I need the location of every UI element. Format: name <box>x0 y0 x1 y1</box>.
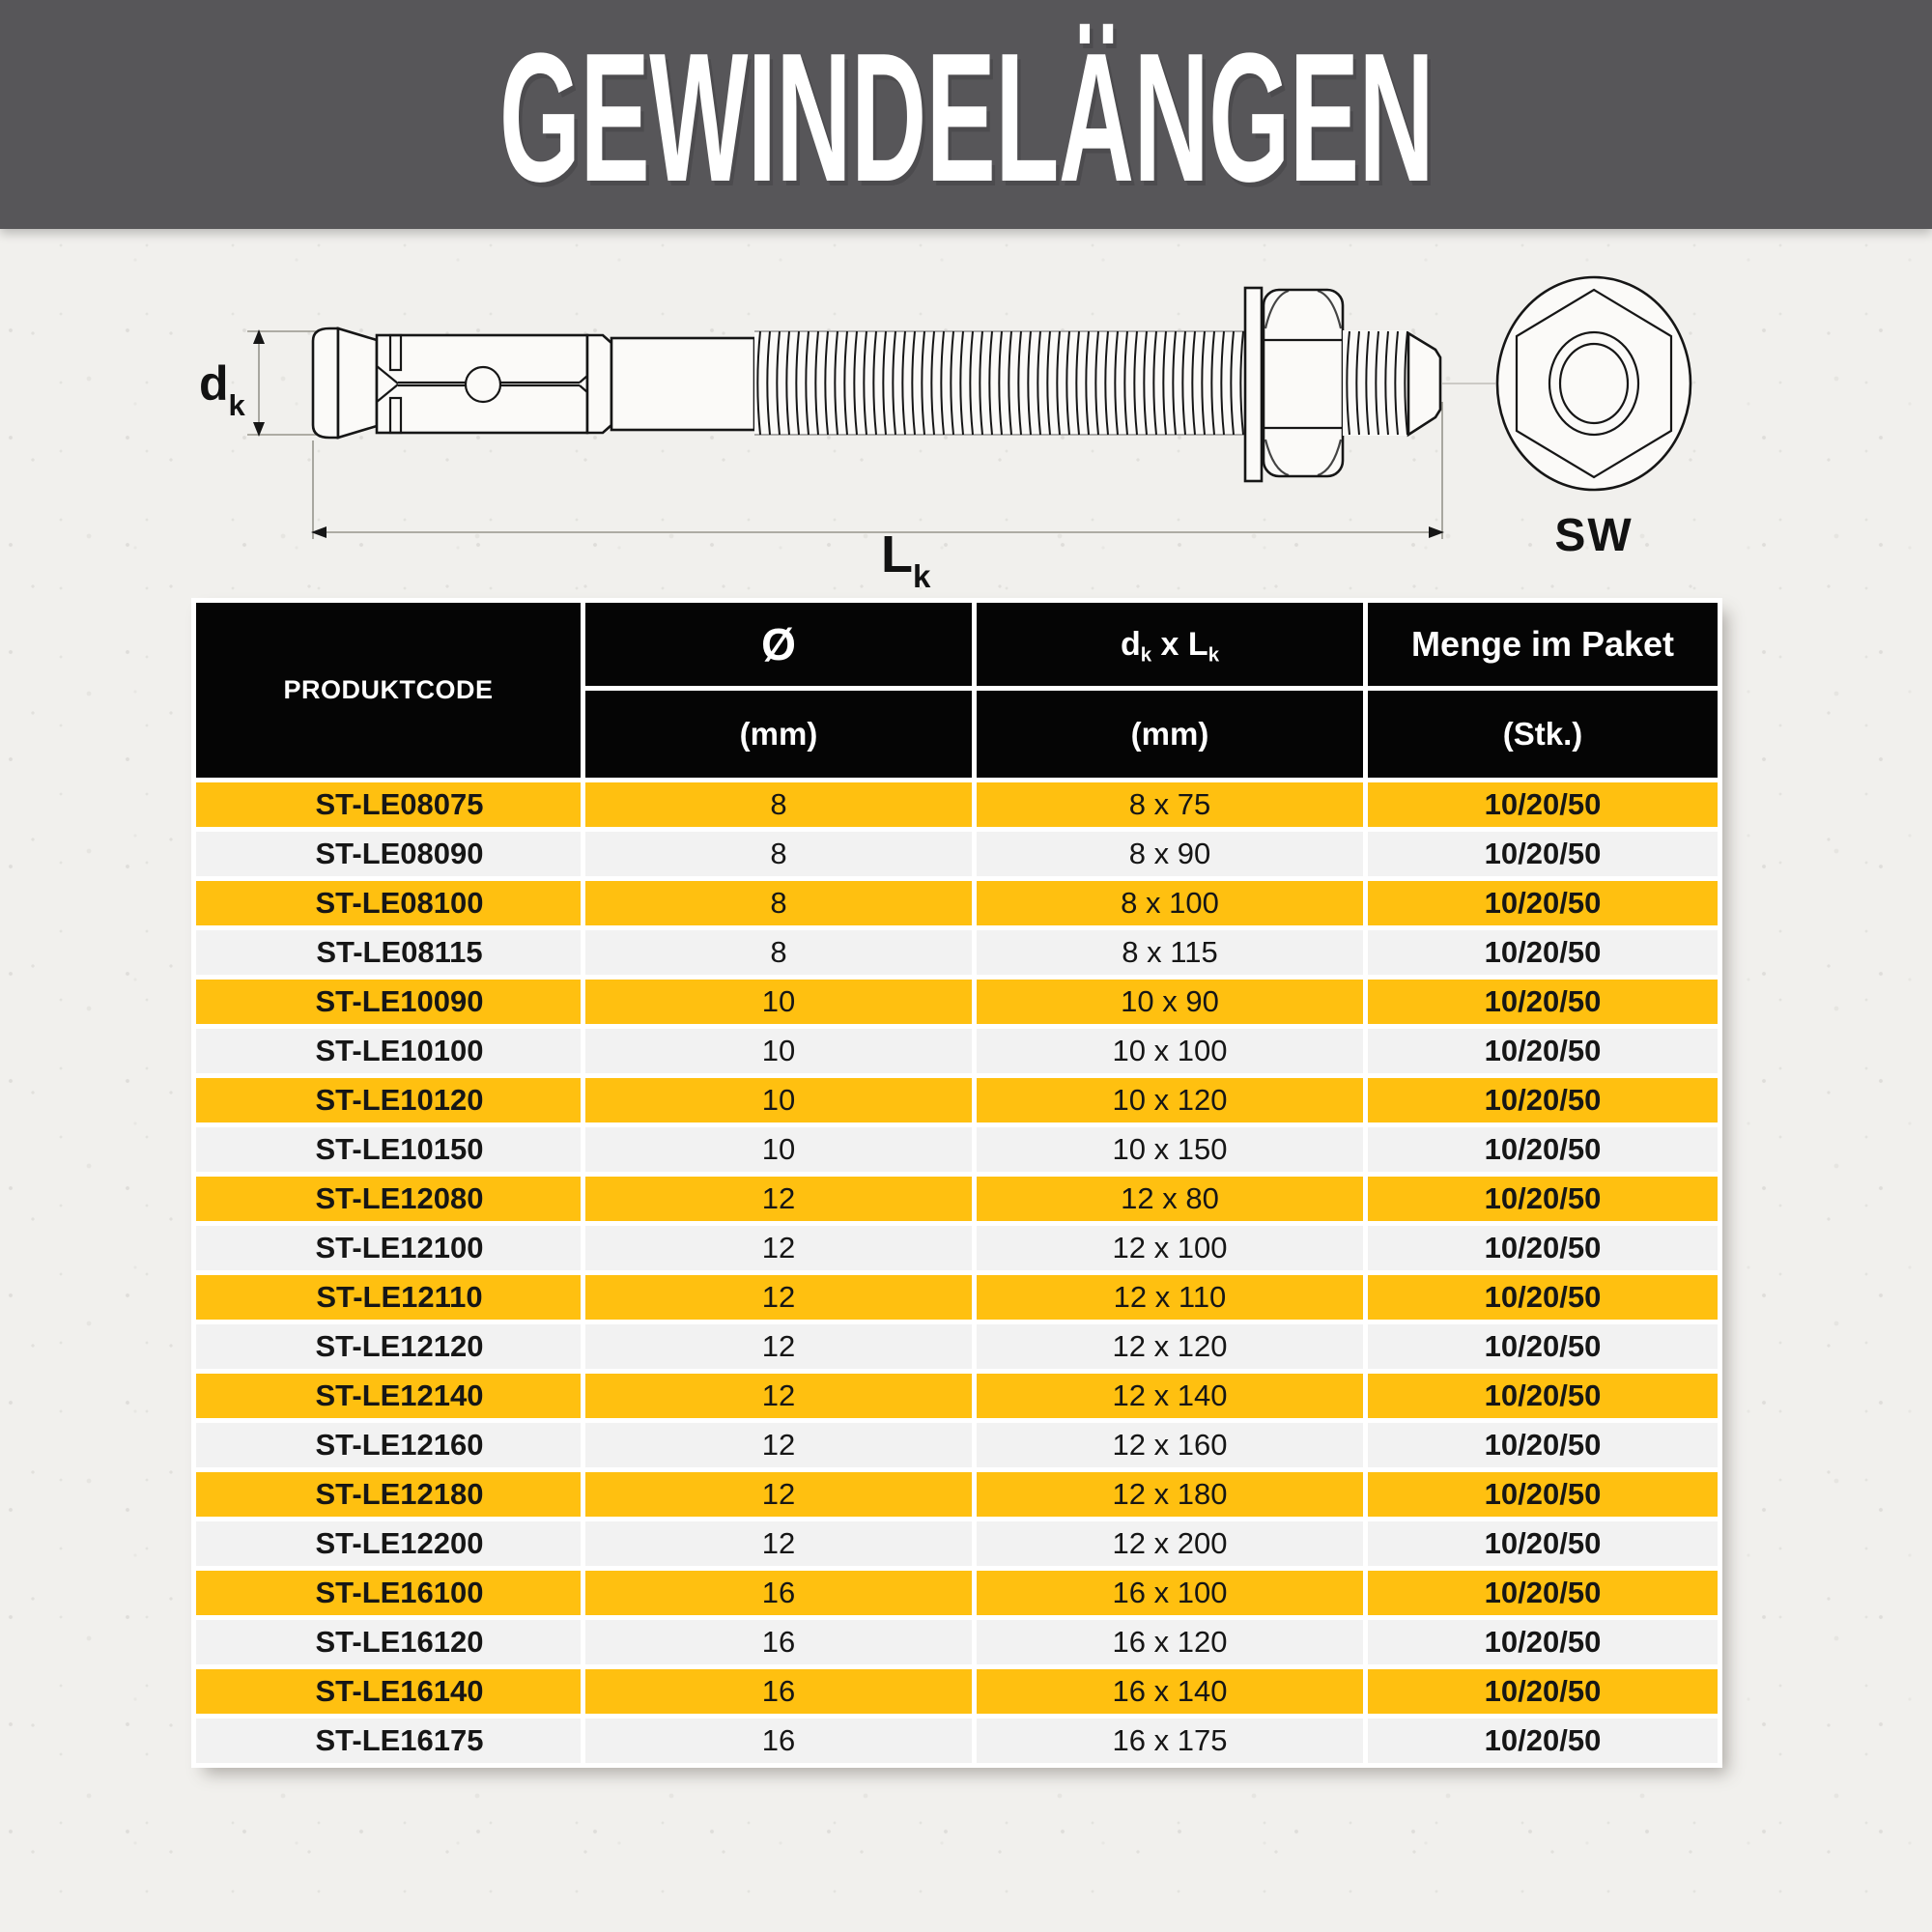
cell-size: 16 x 175 <box>977 1719 1363 1763</box>
anchor-tip <box>1408 333 1440 435</box>
cell-diameter: 10 <box>585 1029 972 1073</box>
table-row <box>196 1029 1718 1073</box>
expansion-sleeve <box>377 335 587 433</box>
cell-size: 12 x 140 <box>977 1374 1363 1418</box>
table-row <box>196 1275 1718 1320</box>
table-row <box>196 1620 1718 1664</box>
cell-product-code: ST-LE08090 <box>196 832 581 876</box>
table-row <box>196 1226 1718 1270</box>
table-header <box>196 603 1718 778</box>
table-row <box>196 1127 1718 1172</box>
cell-diameter: 12 <box>585 1226 972 1270</box>
cell-product-code: ST-LE10120 <box>196 1078 581 1122</box>
dk-dimension <box>199 329 265 437</box>
hex-nut-front-view <box>1497 277 1690 561</box>
cell-product-code: ST-LE08075 <box>196 782 581 827</box>
cell-product-code: ST-LE10100 <box>196 1029 581 1073</box>
cell-quantity: 10/20/50 <box>1368 1078 1718 1122</box>
spec-table <box>191 598 1722 1768</box>
cell-product-code: ST-LE16100 <box>196 1571 581 1615</box>
cell-size: 12 x 200 <box>977 1521 1363 1566</box>
cell-quantity: 10/20/50 <box>1368 1275 1718 1320</box>
cell-diameter: 16 <box>585 1620 972 1664</box>
cell-product-code: ST-LE10090 <box>196 980 581 1024</box>
cell-size: 16 x 120 <box>977 1620 1363 1664</box>
title-banner <box>0 0 1932 229</box>
cell-diameter: 12 <box>585 1423 972 1467</box>
table-row <box>196 1571 1718 1615</box>
cell-diameter: 8 <box>585 881 972 925</box>
cell-diameter: 8 <box>585 832 972 876</box>
cell-size: 16 x 140 <box>977 1669 1363 1714</box>
cell-quantity: 10/20/50 <box>1368 1472 1718 1517</box>
table-body <box>196 782 1718 1763</box>
cell-product-code: ST-LE10150 <box>196 1127 581 1172</box>
cell-size: 10 x 90 <box>977 980 1363 1024</box>
cell-quantity: 10/20/50 <box>1368 1423 1718 1467</box>
cell-diameter: 12 <box>585 1324 972 1369</box>
cell-diameter: 16 <box>585 1571 972 1615</box>
cell-diameter: 10 <box>585 1078 972 1122</box>
header-productcode: PRODUKTCODE <box>196 603 581 778</box>
table-row <box>196 1669 1718 1714</box>
cell-product-code: ST-LE12120 <box>196 1324 581 1369</box>
cell-size: 8 x 90 <box>977 832 1363 876</box>
cell-diameter: 8 <box>585 930 972 975</box>
cell-size: 12 x 180 <box>977 1472 1363 1517</box>
thread-section <box>754 330 1245 436</box>
cell-product-code: ST-LE12180 <box>196 1472 581 1517</box>
cell-quantity: 10/20/50 <box>1368 1571 1718 1615</box>
cell-diameter: 12 <box>585 1472 972 1517</box>
header-menge: Menge im Paket <box>1368 603 1718 686</box>
cell-diameter: 12 <box>585 1374 972 1418</box>
cell-diameter: 16 <box>585 1719 972 1763</box>
cell-product-code: ST-LE08115 <box>196 930 581 975</box>
cell-quantity: 10/20/50 <box>1368 1374 1718 1418</box>
head-cone <box>338 328 377 438</box>
cell-product-code: ST-LE12100 <box>196 1226 581 1270</box>
cell-size: 12 x 120 <box>977 1324 1363 1369</box>
title-wrap <box>0 0 1932 229</box>
header-diameter: Ø <box>585 603 972 686</box>
thread-stub <box>1343 330 1408 436</box>
cell-quantity: 10/20/50 <box>1368 1521 1718 1566</box>
header-dk-x-lk: $d_k$ x $L_k$ <box>977 603 1363 686</box>
cell-quantity: 10/20/50 <box>1368 782 1718 827</box>
table-row <box>196 832 1718 876</box>
cell-product-code: ST-LE08100 <box>196 881 581 925</box>
table-row <box>196 930 1718 975</box>
cell-quantity: 10/20/50 <box>1368 1127 1718 1172</box>
cell-quantity: 10/20/50 <box>1368 1719 1718 1763</box>
cell-diameter: 8 <box>585 782 972 827</box>
cell-diameter: 12 <box>585 1275 972 1320</box>
table-row <box>196 1423 1718 1467</box>
cell-quantity: 10/20/50 <box>1368 1177 1718 1221</box>
sw-label: SW <box>1554 510 1634 561</box>
table-row <box>196 1374 1718 1418</box>
cell-product-code: ST-LE12200 <box>196 1521 581 1566</box>
table-row <box>196 782 1718 827</box>
anchor-diagram <box>193 232 1777 618</box>
cell-diameter: 12 <box>585 1521 972 1566</box>
table-row <box>196 1472 1718 1517</box>
cell-product-code: ST-LE12140 <box>196 1374 581 1418</box>
cell-quantity: 10/20/50 <box>1368 881 1718 925</box>
cell-quantity: 10/20/50 <box>1368 1669 1718 1714</box>
shaft <box>611 338 754 430</box>
lk-dimension <box>311 526 1444 594</box>
header-size-unit: (mm) <box>977 691 1363 778</box>
cell-size: 12 x 110 <box>977 1275 1363 1320</box>
cell-size: 8 x 75 <box>977 782 1363 827</box>
cell-quantity: 10/20/50 <box>1368 1620 1718 1664</box>
collar <box>587 335 611 433</box>
cell-quantity: 10/20/50 <box>1368 1226 1718 1270</box>
hex-nut-side <box>1264 290 1343 476</box>
table-row <box>196 881 1718 925</box>
cell-quantity: 10/20/50 <box>1368 1324 1718 1369</box>
cell-size: 12 x 160 <box>977 1423 1363 1467</box>
washer <box>1245 288 1262 481</box>
table-row <box>196 1078 1718 1122</box>
cell-quantity: 10/20/50 <box>1368 1029 1718 1073</box>
cell-size: 10 x 100 <box>977 1029 1363 1073</box>
cell-size: 10 x 120 <box>977 1078 1363 1122</box>
cell-product-code: ST-LE16120 <box>196 1620 581 1664</box>
anchor-side-view <box>313 288 1440 481</box>
cell-size: 10 x 150 <box>977 1127 1363 1172</box>
cell-product-code: ST-LE16140 <box>196 1669 581 1714</box>
cell-quantity: 10/20/50 <box>1368 832 1718 876</box>
cell-quantity: 10/20/50 <box>1368 930 1718 975</box>
header-menge-unit: (Stk.) <box>1368 691 1718 778</box>
table-row <box>196 1324 1718 1369</box>
cell-size: 8 x 115 <box>977 930 1363 975</box>
cell-product-code: ST-LE16175 <box>196 1719 581 1763</box>
anchor-head <box>313 328 338 438</box>
cell-size: 12 x 80 <box>977 1177 1363 1221</box>
page-title: GEWINDELÄNGEN <box>498 14 1434 220</box>
table-row <box>196 980 1718 1024</box>
table-row <box>196 1521 1718 1566</box>
cell-product-code: ST-LE12080 <box>196 1177 581 1221</box>
table-row <box>196 1177 1718 1221</box>
cell-product-code: ST-LE12110 <box>196 1275 581 1320</box>
table-row <box>196 1719 1718 1763</box>
header-diameter-unit: (mm) <box>585 691 972 778</box>
lk-label: $L_k$ <box>881 526 931 594</box>
cell-diameter: 10 <box>585 1127 972 1172</box>
dk-label: $d_k$ <box>199 356 245 422</box>
cell-diameter: 10 <box>585 980 972 1024</box>
cell-diameter: 12 <box>585 1177 972 1221</box>
cell-quantity: 10/20/50 <box>1368 980 1718 1024</box>
cell-diameter: 16 <box>585 1669 972 1714</box>
cell-size: 16 x 100 <box>977 1571 1363 1615</box>
cell-product-code: ST-LE12160 <box>196 1423 581 1467</box>
cell-size: 12 x 100 <box>977 1226 1363 1270</box>
cell-size: 8 x 100 <box>977 881 1363 925</box>
